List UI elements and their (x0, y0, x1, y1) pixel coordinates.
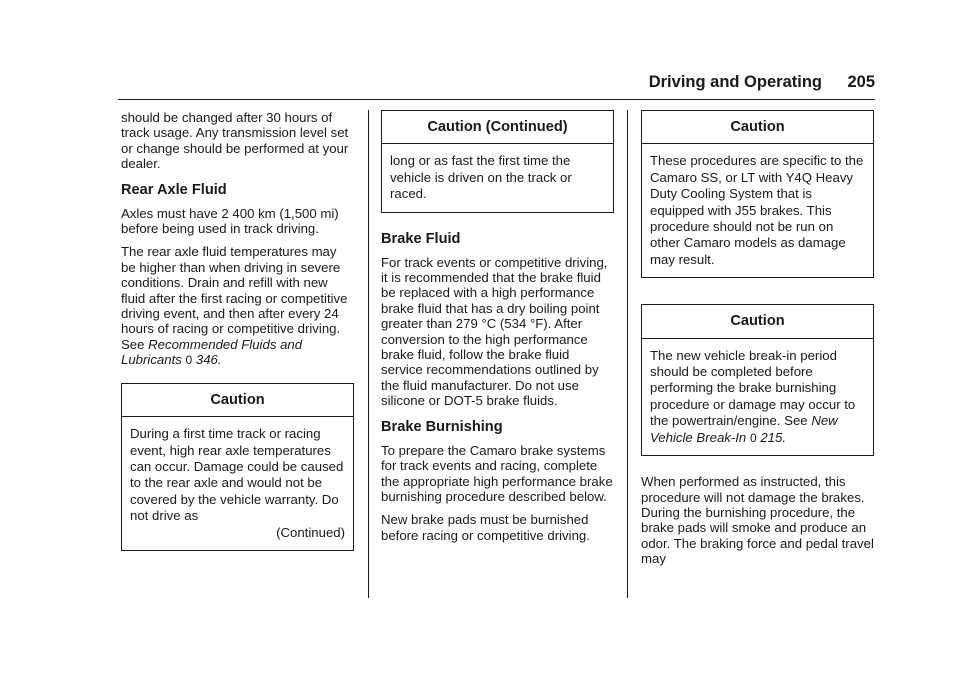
caution-body (122, 417, 353, 550)
caution-text: long or as fast the first time the vehicle is driven on the track or raced. (390, 153, 572, 202)
fluids-lubricants-link[interactable] (121, 337, 302, 367)
brake-burnishing-paragraph: To prepare the Camaro brake systems for track events and racing, complete the appropriate high performance brake burnishing procedure described below. (381, 442, 613, 504)
caution-text: During a first time track or racing event, high rear axle temperatures can occur. Damage could be caused to the rear axle and would not be covered by the vehicle warranty. Do not drive as (130, 426, 344, 524)
caution-title: Caution (122, 384, 353, 417)
caution-body (642, 339, 873, 455)
caution-box-break-in (641, 304, 874, 456)
continued-label: (Continued) (276, 524, 345, 540)
fluids-lubricants-link-label: Recommended Fluids and Lubricants (121, 336, 303, 368)
caution-text: These procedures are specific to the Camaro SS, or LT with Y4Q Heavy Duty Cooling System that is equipped with J55 brakes. This procedure should not be run on other Camaro models as damage may result. (650, 153, 864, 267)
vehicle-break-in-page: 215. (760, 429, 786, 445)
burnishing-instructions-paragraph: When performed as instructed, this procedure will not damage the brakes. During the burnishing procedure, the brake pads will smoke and produce an odor. The braking force and pedal travel may (641, 474, 874, 567)
axle-fluid-text: The rear axle fluid temperatures may be higher than when driving in severe conditions. Drain and refill with new fluid after the first racing or competitive driving event, and then after every 24 hours of racing or competitive driving. See (121, 244, 348, 352)
brake-burnishing-heading: Brake Burnishing (381, 418, 503, 435)
section-title: Driving and Operating (648, 73, 822, 91)
caution-title: Caution (642, 305, 873, 338)
caution-box-specific-models (641, 110, 874, 278)
fluids-lubricants-page: 346. (195, 352, 222, 368)
column-3 (641, 110, 874, 575)
page-header (0, 0, 960, 100)
vehicle-break-in-link-label: New Vehicle Break-In (650, 413, 838, 445)
axle-break-in-paragraph: Axles must have 2 400 km (1,500 mi) before being used in track driving. (121, 205, 339, 237)
page-ref-arrow-icon: 0 (749, 430, 757, 445)
column-2 (381, 110, 614, 551)
continued-paragraph: should be changed after 30 hours of track usage. Any transmission level set or change should be performed at your dealer. (121, 110, 349, 172)
brake-fluid-heading: Brake Fluid (381, 230, 461, 247)
caution-title: Caution (642, 111, 873, 144)
column-1 (121, 110, 354, 565)
column-divider-1 (368, 110, 369, 598)
caution-text-body: The new vehicle break-in period should be completed before performing the brake burnishing procedure or damage may occur to the powertrain/engine. See (650, 347, 856, 429)
page-ref-arrow-icon: 0 (185, 353, 193, 368)
caution-body (382, 144, 613, 211)
page-number: 205 (847, 73, 875, 91)
caution-box-rear-axle (121, 383, 354, 551)
caution-box-continued (381, 110, 614, 213)
brake-fluid-paragraph: For track events or competitive driving, it is recommended that the brake fluid be replaced with a high performance brake fluid that has a dry boiling point greater than 279 °C (534 °F). After conversion to the high performance brake fluid, follow the brake fluid service recommendations outlined by the fluid manufacturer. Do not use silicone or DOT-5 brake fluids. (381, 254, 608, 409)
header-divider (118, 99, 875, 100)
caution-body (642, 144, 873, 277)
rear-axle-fluid-heading: Rear Axle Fluid (121, 181, 227, 198)
axle-fluid-paragraph (121, 244, 354, 368)
column-divider-2 (627, 110, 628, 598)
caution-text (650, 348, 865, 446)
brake-pads-paragraph: New brake pads must be burnished before racing or competitive driving. (381, 512, 590, 543)
caution-title: Caution (Continued) (382, 111, 613, 144)
